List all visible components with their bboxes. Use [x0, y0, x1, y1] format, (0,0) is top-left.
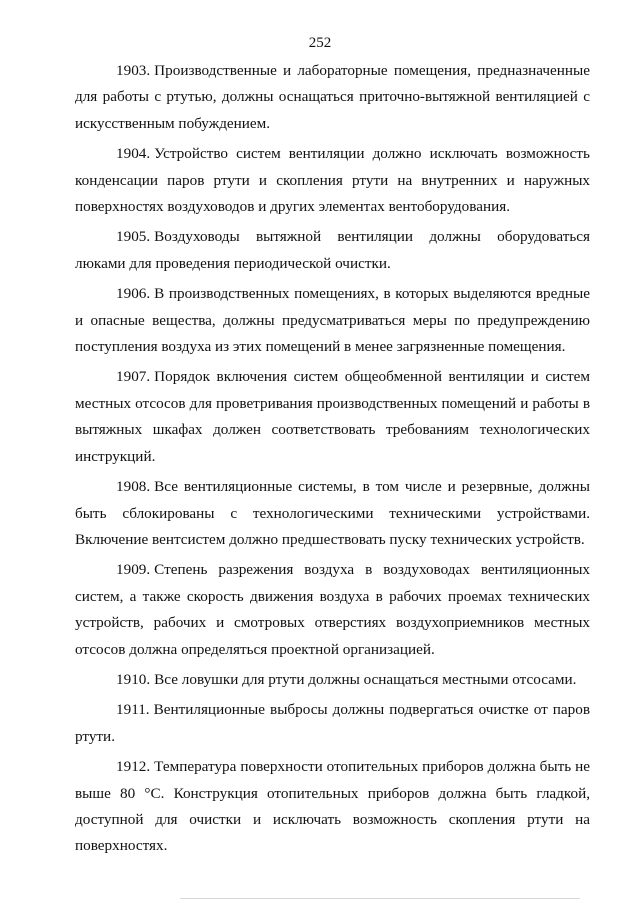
paragraph-text: Все вентиляционные системы, в том числе и резервные, должны быть сблокированы с технологическими техническими устройствами. Включение вентсистем должно предшествовать пуску технических устройств. [75, 478, 590, 548]
scan-edge-divider [180, 898, 580, 899]
paragraph-text: В производственных помещениях, в которых выделяются вредные и опасные вещества, должны предусматриваться меры по предупреждению поступления воздуха из этих помещений в менее загрязненные помещения. [75, 285, 590, 356]
paragraph-number: 1911. [116, 701, 150, 719]
paragraph-number: 1908. [116, 478, 151, 496]
paragraph-text: Производственные и лабораторные помещения, предназначенные для работы с ртутью, должны оснащаться приточно-вытяжной вентиляцией с искусственным побуждением. [75, 62, 590, 132]
paragraph-1909 [75, 557, 590, 663]
paragraph-text: Устройство систем вентиляции должно исключать возможность конденсации паров ртути и скопления ртути на внутренних и наружных поверхностях воздуховодов и других элементах вентоборудования. [75, 145, 590, 216]
paragraph-text: Вентиляционные выбросы должны подвергаться очистке от паров ртути. [75, 701, 590, 745]
paragraph-1906 [75, 281, 590, 360]
paragraph-number: 1905. [116, 228, 151, 246]
paragraph-text: Воздуховоды вытяжной вентиляции должны оборудоваться люками для проведения периодической очистки. [75, 228, 590, 272]
paragraph-number: 1906. [116, 285, 151, 303]
paragraph-number: 1904. [116, 145, 151, 163]
paragraph-1903 [75, 58, 590, 137]
paragraph-1911 [75, 697, 590, 750]
paragraph-1912 [75, 754, 590, 860]
paragraph-1910 [75, 667, 590, 693]
paragraph-number: 1907. [116, 368, 151, 386]
paragraph-number: 1903. [116, 62, 151, 79]
paragraph-1905 [75, 224, 590, 277]
paragraph-text: Степень разрежения воздуха в воздуховодах вентиляционных систем, а также скорость движения воздуха в рабочих проемах технических устройств, рабочих и смотровых отверстиях воздухоприемников местных отсосов должна определяться проектной организацией. [75, 561, 590, 658]
page-number: 252 [308, 35, 332, 51]
paragraph-text: Температура поверхности отопительных приборов должна быть не выше 80 °С. Конструкция отопительных приборов должна быть гладкой, доступной для очистки и исключать возможность скопления ртути на поверхностях. [75, 758, 590, 855]
paragraph-1907 [75, 364, 590, 470]
paragraph-text: Все ловушки для ртути должны оснащаться местными отсосами. [154, 670, 577, 688]
paragraph-number: 1909. [116, 561, 151, 579]
paragraph-text: Порядок включения систем общеобменной вентиляции и систем местных отсосов для проветривания производственных помещений и работы в вытяжных шкафах должен соответствовать требованиям технологических инструкций. [75, 368, 590, 465]
document-body [75, 58, 590, 864]
paragraph-1904 [75, 141, 590, 220]
paragraph-number: 1912. [116, 758, 151, 776]
paragraph-1908 [75, 474, 590, 553]
paragraph-number: 1910. [116, 670, 151, 688]
